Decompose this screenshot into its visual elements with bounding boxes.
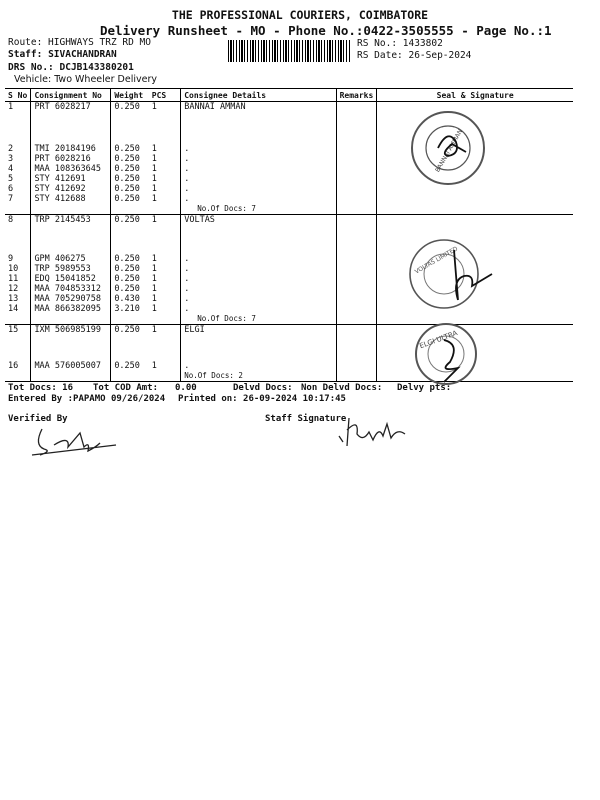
entered-by: Entered By :PAPAMO 09/26/2024 (8, 394, 166, 404)
cell-sno: 1 (8, 102, 14, 112)
cell-consignment: TMI 20184196 (31, 144, 111, 154)
cell-remarks (336, 194, 377, 204)
cell-pcs: 1 (151, 304, 157, 314)
cell-weight: 0.250 (111, 144, 149, 154)
cell-remarks (336, 184, 377, 194)
cell-consignee: . (181, 254, 336, 264)
staff-name: SIVACHANDRAN (48, 49, 117, 60)
rs-number: RS No.: 1433802 (357, 38, 443, 49)
cell-consignment: EDQ 15041852 (31, 274, 111, 284)
cell-pcs: 1 (151, 264, 157, 274)
cell-consignee: . (181, 274, 336, 284)
cell-pcs: 1 (151, 173, 157, 184)
delvy-pts: Delvy pts: (397, 383, 452, 393)
cell-sno: 8 (5, 214, 31, 254)
cell-sno: 5 (8, 173, 14, 184)
cell-sno: 15 (5, 325, 31, 361)
tot-cod-amount: 0.00 (175, 383, 197, 393)
cell-remarks (336, 254, 377, 264)
cell-consignment: TRP 5989553 (31, 264, 111, 274)
cell-consignment: MAA 704853312 (31, 284, 111, 294)
cell-sno: 16 (8, 360, 19, 371)
cell-consignment: PRT 6028216 (31, 154, 111, 164)
cell-sno: 7 (8, 193, 14, 204)
cell-consignment: PRT 6028217 (31, 102, 111, 144)
cell-consignment: MAA 576005007 (31, 361, 111, 371)
staff-signature (335, 412, 415, 452)
cell-remarks (336, 154, 377, 164)
cell-remarks (336, 325, 377, 361)
cell-pcs: 1 (149, 214, 181, 254)
seal-1-text: BANNAI AMMAN (434, 128, 465, 174)
cell-consignment: STY 412688 (31, 194, 111, 204)
cell-remarks (336, 204, 377, 215)
cell-consignment: MAA 705290758 (31, 294, 111, 304)
cell-sno: 9 (8, 254, 14, 264)
cell-remarks (336, 314, 377, 325)
cell-consignee: . (181, 294, 336, 304)
cell-pcs: 1 (151, 102, 157, 112)
group-docs-count: No.Of Docs: 7 (181, 314, 336, 325)
cell-remarks (336, 144, 377, 154)
cell-pcs: 1 (151, 284, 157, 294)
cell-weight: 0.430 (111, 294, 149, 304)
cell-consignment: IXM 506985199 (31, 325, 111, 361)
cell-weight: 0.250 (111, 154, 149, 164)
cell-pcs: 1 (151, 360, 157, 371)
rs-date: RS Date: 26-Sep-2024 (357, 50, 472, 61)
cell-consignee: . (181, 284, 336, 294)
cell-weight: 0.250 (111, 174, 149, 184)
seal-stamp-1 (408, 108, 488, 188)
vehicle-text: Vehicle: Two Wheeler Delivery (14, 74, 157, 85)
group-docs-count: No.Of Docs: 7 (181, 204, 336, 215)
tot-cod-label: Tot COD Amt: (93, 383, 159, 393)
staff-signature-label: Staff Signature (265, 414, 347, 424)
cell-consignee: . (181, 184, 336, 194)
cell-consignee: . (181, 164, 336, 174)
cell-consignee: ELGI (181, 325, 336, 361)
cell-consignee: . (181, 154, 336, 164)
cell-consignment: MAA 866382095 (31, 304, 111, 314)
cell-weight: 0.250 (111, 274, 149, 284)
cell-remarks (336, 294, 377, 304)
cell-weight: 0.250 (111, 361, 149, 371)
cell-remarks (336, 264, 377, 274)
cell-pcs: 1 (151, 143, 157, 154)
non-delvd-docs: Non Delvd Docs: (301, 383, 383, 393)
drs-label: DRS No.: (8, 62, 54, 73)
cell-sno: 11 (8, 274, 19, 284)
cell-remarks (336, 102, 377, 144)
cell-pcs: 1 (151, 183, 157, 194)
company-title: THE PROFESSIONAL COURIERS, COIMBATORE (171, 8, 429, 22)
cell-remarks (336, 174, 377, 184)
cell-sno: 2 (8, 143, 14, 154)
cell-pcs: 1 (151, 153, 157, 164)
runsheet-subtitle: Delivery Runsheet - MO - Phone No.:0422-3505555 - Page No.:1 (100, 23, 552, 38)
cell-pcs: 1 (151, 274, 157, 284)
seal-stamp-2 (402, 230, 498, 314)
barcode (228, 40, 350, 62)
delvd-docs: Delvd Docs: (233, 383, 293, 393)
seal-3-text: ELGI ULTRA (418, 329, 459, 351)
cell-sno: 6 (8, 183, 14, 194)
cell-sno: 4 (8, 163, 14, 174)
cell-weight: 0.250 (111, 214, 149, 254)
cell-remarks (336, 371, 377, 382)
cell-weight: 0.250 (111, 325, 149, 361)
col-pcs: PCS (149, 89, 181, 102)
cell-remarks (336, 304, 377, 314)
cell-pcs: 1 (151, 254, 157, 264)
cell-remarks (336, 164, 377, 174)
cell-consignee: BANNAI AMMAN (181, 102, 336, 144)
cell-pcs: 1 (151, 193, 157, 204)
col-consignee: Consignee Details (181, 89, 336, 102)
cell-weight: 0.250 (111, 164, 149, 174)
cell-sno: 13 (8, 294, 19, 304)
col-weight: Weight (111, 89, 149, 102)
cell-sno: 10 (8, 264, 19, 274)
cell-consignee: . (181, 174, 336, 184)
cell-consignment: MAA 108363645 (31, 164, 111, 174)
cell-weight: 0.250 (111, 184, 149, 194)
table-header (5, 89, 573, 102)
col-remarks: Remarks (336, 89, 377, 102)
cell-consignment: GPM 406275 (31, 254, 111, 264)
group-docs-count: No.Of Docs: 2 (181, 371, 336, 382)
verified-signature (30, 425, 120, 459)
cell-consignment: STY 412692 (31, 184, 111, 194)
cell-remarks (336, 214, 377, 254)
cell-consignee: VOLTAS (181, 214, 336, 254)
cell-consignment: TRP 2145453 (31, 214, 111, 254)
route-text: Route: HIGHWAYS TRZ RD MO (8, 37, 151, 48)
cell-pcs: 1 (151, 163, 157, 174)
cell-sno: 14 (8, 304, 19, 314)
verified-by-label: Verified By (8, 414, 68, 424)
cell-consignee: . (181, 304, 336, 314)
col-consignment: Consignment No (31, 89, 111, 102)
cell-consignee: . (181, 194, 336, 204)
footer-totals (8, 383, 73, 393)
cell-sno: 12 (8, 284, 19, 294)
cell-weight: 0.250 (111, 254, 149, 264)
cell-remarks (336, 284, 377, 294)
cell-weight: 0.250 (111, 102, 149, 144)
printed-on: Printed on: 26-09-2024 10:17:45 (178, 394, 346, 404)
drs-number: DCJB143380201 (59, 62, 134, 73)
cell-consignment: STY 412691 (31, 174, 111, 184)
staff-line (8, 49, 117, 60)
cell-weight: 3.210 (111, 304, 149, 314)
cell-sno: 3 (8, 153, 14, 164)
col-sno: S No (5, 89, 31, 102)
staff-label: Staff: (8, 49, 43, 60)
cell-pcs: 1 (151, 294, 157, 304)
cell-consignee: . (181, 361, 336, 371)
cell-remarks (336, 274, 377, 284)
col-seal: Seal & Signature (377, 89, 573, 102)
cell-remarks (336, 361, 377, 371)
cell-weight: 0.250 (111, 264, 149, 274)
drs-line (8, 62, 134, 73)
cell-weight: 0.250 (111, 194, 149, 204)
cell-consignee: . (181, 264, 336, 274)
seal-stamp-3 (408, 322, 488, 386)
seal-2-text: VOLTAS LIMITED (413, 245, 460, 276)
cell-consignee: . (181, 144, 336, 154)
tot-docs: Tot Docs: 16 (8, 383, 74, 393)
cell-weight: 0.250 (111, 284, 149, 294)
cell-pcs: 1 (149, 325, 181, 361)
